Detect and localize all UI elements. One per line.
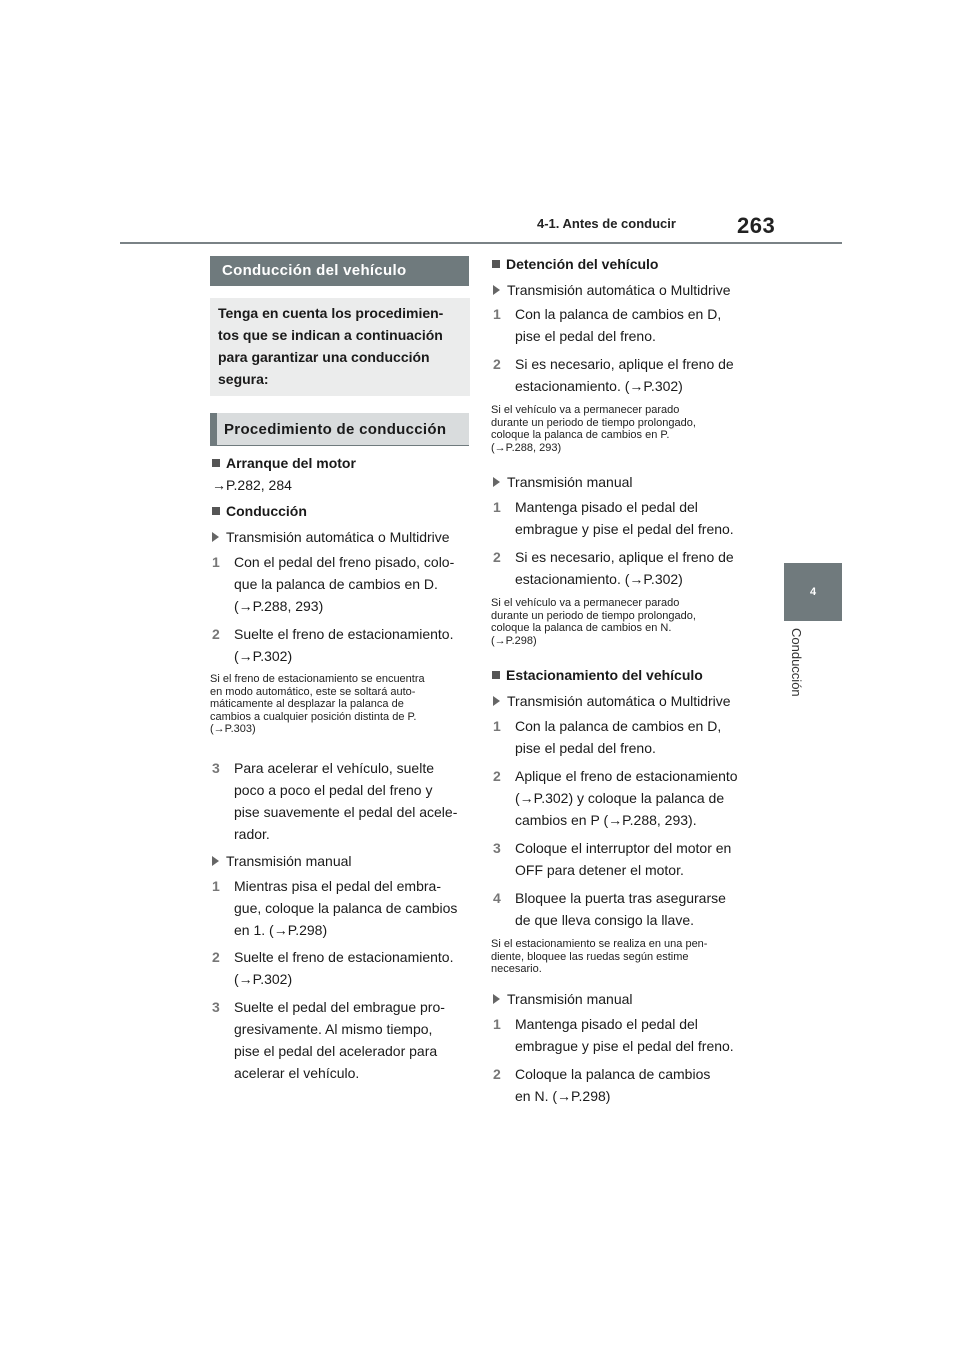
step-text: Aplique el freno de estacionamiento (→P.302) y coloque la palanca de cambios en P (→P.288, 293). bbox=[515, 768, 738, 828]
note-text: Si el vehículo va a permanecer parado durante un periodo de tiempo prolongado, coloque la palanca de cambios en P. (→P.288, 293) bbox=[491, 404, 696, 454]
step-number: 1 bbox=[493, 499, 501, 515]
heading-estacionamiento-text: Estacionamiento del vehículo bbox=[506, 667, 703, 683]
square-bullet-icon bbox=[492, 260, 500, 268]
step-text: Mantenga pisado el pedal del embrague y pise el pedal del freno. bbox=[515, 1016, 734, 1054]
heading-arranque bbox=[212, 455, 356, 471]
subheading-auto-text: Transmisión automática o Multidrive bbox=[507, 693, 731, 709]
subheading-auto bbox=[493, 693, 731, 709]
chapter-tab-label bbox=[786, 628, 806, 718]
chapter-tab-label-text: Conducción bbox=[789, 628, 804, 697]
step-number: 1 bbox=[493, 718, 501, 734]
step-text: Suelte el pedal del embrague pro- gresivamente. Al mismo tiempo, pise el pedal del acelerador para acelerar el vehículo. bbox=[234, 999, 445, 1081]
step-text: Mantenga pisado el pedal del embrague y pise el pedal del freno. bbox=[515, 499, 734, 537]
heading-detencion bbox=[492, 256, 658, 272]
step-number: 1 bbox=[493, 1016, 501, 1032]
step-text: Si es necesario, aplique el freno de estacionamiento. (→P.302) bbox=[515, 549, 734, 587]
header-divider bbox=[120, 242, 842, 244]
note-text: Si el estacionamiento se realiza en una pen- diente, bloquee las ruedas según estime necesario. bbox=[491, 938, 708, 975]
square-bullet-icon bbox=[212, 459, 220, 467]
section-title: 4-1. Antes de conducir bbox=[537, 216, 676, 231]
subheading-auto bbox=[493, 282, 731, 298]
square-bullet-icon bbox=[492, 671, 500, 679]
triangle-bullet-icon bbox=[493, 994, 500, 1004]
step-number: 2 bbox=[493, 549, 501, 565]
step-number: 2 bbox=[212, 626, 220, 642]
subheading-auto-text: Transmisión automática o Multidrive bbox=[226, 529, 450, 545]
step-number: 2 bbox=[493, 1066, 501, 1082]
note-text: Si el freno de estacionamiento se encuentra en modo automático, este se soltará auto- máticamente al desplazar la palanca de cambios a cualquier posición distinta de P. (→P.303) bbox=[210, 673, 425, 735]
step-number: 3 bbox=[212, 999, 220, 1015]
step-number: 2 bbox=[212, 949, 220, 965]
subheading-manual-text: Transmisión manual bbox=[507, 474, 633, 490]
subheading-auto-text: Transmisión automática o Multidrive bbox=[507, 282, 731, 298]
step-text: Coloque la palanca de cambios en N. (→P.298) bbox=[515, 1066, 711, 1104]
step-text: Con el pedal del freno pisado, colo- que la palanca de cambios en D. (→P.288, 293) bbox=[234, 554, 455, 614]
page-number: 263 bbox=[737, 213, 776, 238]
arranque-reference: →P.282, 284 bbox=[212, 477, 292, 493]
step-number: 3 bbox=[493, 840, 501, 856]
subheading-manual-text: Transmisión manual bbox=[226, 853, 352, 869]
step-number: 2 bbox=[493, 768, 501, 784]
step-text: Con la palanca de cambios en D, pise el pedal del freno. bbox=[515, 718, 722, 756]
chapter-tab-number: 4 bbox=[784, 563, 842, 621]
triangle-bullet-icon bbox=[212, 532, 219, 542]
subheading-manual bbox=[493, 991, 633, 1007]
triangle-bullet-icon bbox=[212, 856, 219, 866]
step-text: Para acelerar el vehículo, suelte poco a poco el pedal del freno y pise suavemente el pedal del acele- rador. bbox=[234, 760, 458, 842]
heading-arranque-text: Arranque del motor bbox=[226, 455, 356, 471]
procedure-box-title: Procedimiento de conducción bbox=[210, 413, 469, 446]
step-number: 4 bbox=[493, 890, 501, 906]
step-text: Con la palanca de cambios en D, pise el pedal del freno. bbox=[515, 306, 722, 344]
step-number: 1 bbox=[212, 878, 220, 894]
intro-text: Tenga en cuenta los procedimien- tos que se indican a continuación para garantizar una conducción segura: bbox=[218, 305, 444, 387]
step-number: 1 bbox=[493, 306, 501, 322]
triangle-bullet-icon bbox=[493, 696, 500, 706]
step-text: Mientras pisa el pedal del embra- gue, coloque la palanca de cambios en 1. (→P.298) bbox=[234, 878, 458, 938]
subheading-manual bbox=[212, 853, 352, 869]
step-text: Bloquee la puerta tras asegurarse de que lleva consigo la llave. bbox=[515, 890, 726, 928]
step-number: 1 bbox=[212, 554, 220, 570]
step-number: 3 bbox=[212, 760, 220, 776]
heading-conduccion-text: Conducción bbox=[226, 503, 307, 519]
subheading-manual-text: Transmisión manual bbox=[507, 991, 633, 1007]
heading-conduccion bbox=[212, 503, 307, 519]
square-bullet-icon bbox=[212, 507, 220, 515]
step-number: 2 bbox=[493, 356, 501, 372]
step-text: Si es necesario, aplique el freno de estacionamiento. (→P.302) bbox=[515, 356, 734, 394]
section-box-title: Conducción del vehículo bbox=[210, 256, 469, 286]
heading-detencion-text: Detención del vehículo bbox=[506, 256, 659, 272]
subheading-auto bbox=[212, 529, 450, 545]
step-text: Coloque el interruptor del motor en OFF para detener el motor. bbox=[515, 840, 732, 878]
subheading-manual bbox=[493, 474, 633, 490]
triangle-bullet-icon bbox=[493, 285, 500, 295]
step-text: Suelte el freno de estacionamiento. (→P.302) bbox=[234, 949, 454, 987]
heading-estacionamiento bbox=[492, 667, 703, 683]
step-text: Suelte el freno de estacionamiento. (→P.302) bbox=[234, 626, 454, 664]
triangle-bullet-icon bbox=[493, 477, 500, 487]
note-text: Si el vehículo va a permanecer parado durante un periodo de tiempo prolongado, coloque la palanca de cambios en N. (→P.298) bbox=[491, 597, 696, 647]
